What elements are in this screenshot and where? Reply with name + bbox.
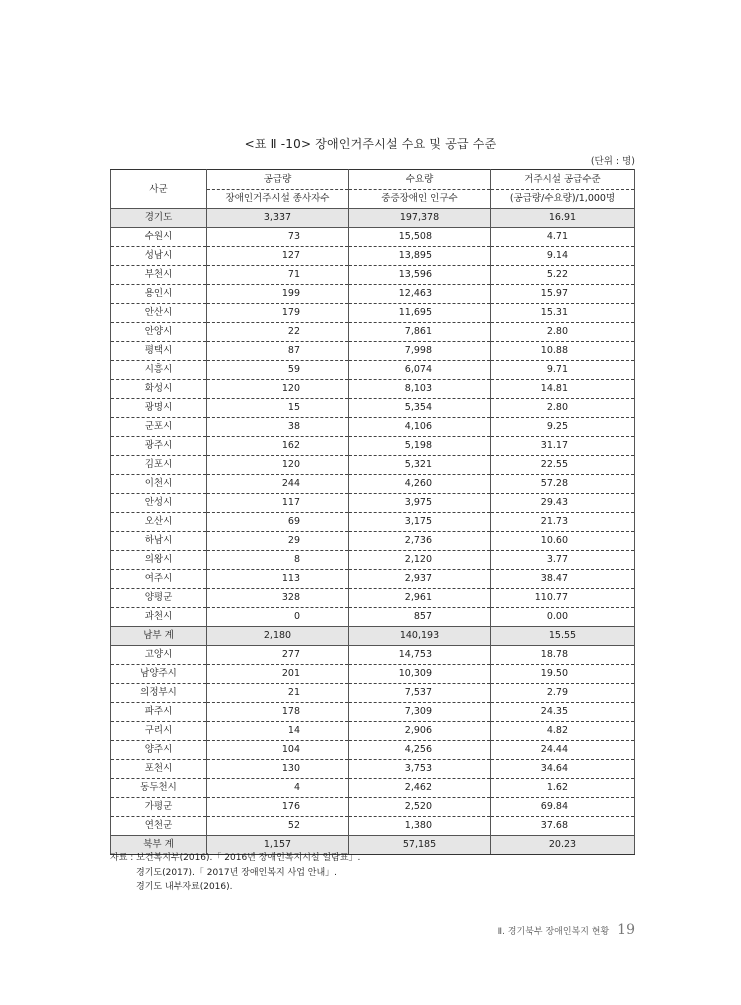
level-cell: 9.14 xyxy=(491,247,635,266)
table-row xyxy=(111,475,635,494)
supply-cell: 4 xyxy=(207,779,349,798)
demand-cell: 2,120 xyxy=(349,551,491,570)
region-cell: 광주시 xyxy=(111,437,207,456)
region-cell: 양주시 xyxy=(111,741,207,760)
region-cell: 파주시 xyxy=(111,703,207,722)
level-cell: 34.64 xyxy=(491,760,635,779)
table-row xyxy=(111,456,635,475)
table-row xyxy=(111,798,635,817)
demand-cell: 2,906 xyxy=(349,722,491,741)
table-row xyxy=(111,399,635,418)
demand-cell: 4,256 xyxy=(349,741,491,760)
table-row xyxy=(111,760,635,779)
level-cell: 38.47 xyxy=(491,570,635,589)
supply-cell: 176 xyxy=(207,798,349,817)
region-cell: 김포시 xyxy=(111,456,207,475)
demand-cell: 197,378 xyxy=(349,209,491,228)
demand-cell: 7,861 xyxy=(349,323,491,342)
region-cell: 북부 계 xyxy=(111,836,207,855)
table-row xyxy=(111,589,635,608)
demand-cell: 57,185 xyxy=(349,836,491,855)
supply-cell: 179 xyxy=(207,304,349,323)
supply-cell: 59 xyxy=(207,361,349,380)
table-row xyxy=(111,266,635,285)
supply-cell: 162 xyxy=(207,437,349,456)
table-row xyxy=(111,551,635,570)
level-cell: 22.55 xyxy=(491,456,635,475)
table-row xyxy=(111,646,635,665)
table-row xyxy=(111,684,635,703)
region-cell: 화성시 xyxy=(111,380,207,399)
demand-cell: 7,537 xyxy=(349,684,491,703)
level-cell: 20.23 xyxy=(491,836,635,855)
table-row xyxy=(111,437,635,456)
region-cell: 여주시 xyxy=(111,570,207,589)
region-cell: 오산시 xyxy=(111,513,207,532)
region-cell: 성남시 xyxy=(111,247,207,266)
table-row xyxy=(111,665,635,684)
level-cell: 10.88 xyxy=(491,342,635,361)
table-row xyxy=(111,228,635,247)
demand-cell: 857 xyxy=(349,608,491,627)
region-cell: 의정부시 xyxy=(111,684,207,703)
region-cell: 동두천시 xyxy=(111,779,207,798)
supply-cell: 1,157 xyxy=(207,836,349,855)
table-row xyxy=(111,285,635,304)
level-cell: 5.22 xyxy=(491,266,635,285)
region-cell: 평택시 xyxy=(111,342,207,361)
demand-cell: 4,260 xyxy=(349,475,491,494)
supply-cell: 71 xyxy=(207,266,349,285)
region-cell: 남부 계 xyxy=(111,627,207,646)
level-cell: 2.79 xyxy=(491,684,635,703)
region-cell: 경기도 xyxy=(111,209,207,228)
demand-cell: 2,736 xyxy=(349,532,491,551)
region-cell: 안양시 xyxy=(111,323,207,342)
supply-cell: 113 xyxy=(207,570,349,589)
region-cell: 남양주시 xyxy=(111,665,207,684)
table-row xyxy=(111,342,635,361)
demand-cell: 1,380 xyxy=(349,817,491,836)
source-note: 경기도(2017).「 2017년 장애인복지 사업 안내」. xyxy=(136,867,338,878)
supply-cell: 52 xyxy=(207,817,349,836)
demand-cell: 13,895 xyxy=(349,247,491,266)
level-cell: 110.77 xyxy=(491,589,635,608)
table-row xyxy=(111,779,635,798)
demand-cell: 140,193 xyxy=(349,627,491,646)
header-region: 사군 xyxy=(111,170,207,209)
demand-cell: 12,463 xyxy=(349,285,491,304)
region-cell: 포천시 xyxy=(111,760,207,779)
supply-cell: 328 xyxy=(207,589,349,608)
supply-cell: 201 xyxy=(207,665,349,684)
source-note: 경기도 내부자료(2016). xyxy=(136,882,233,892)
table-row xyxy=(111,247,635,266)
supply-cell: 117 xyxy=(207,494,349,513)
demand-cell: 2,961 xyxy=(349,589,491,608)
table-row xyxy=(111,513,635,532)
supply-cell: 199 xyxy=(207,285,349,304)
demand-cell: 5,321 xyxy=(349,456,491,475)
supply-cell: 29 xyxy=(207,532,349,551)
table-row xyxy=(111,570,635,589)
demand-cell: 8,103 xyxy=(349,380,491,399)
demand-cell: 15,508 xyxy=(349,228,491,247)
header-supply-sub: 장애인거주시설 종사자수 xyxy=(207,190,349,209)
level-cell: 4.71 xyxy=(491,228,635,247)
table-row xyxy=(111,323,635,342)
header-demand: 수요량 xyxy=(349,170,491,190)
level-cell: 0.00 xyxy=(491,608,635,627)
demand-cell: 5,354 xyxy=(349,399,491,418)
supply-cell: 8 xyxy=(207,551,349,570)
level-cell: 14.81 xyxy=(491,380,635,399)
table-row xyxy=(111,703,635,722)
supply-cell: 130 xyxy=(207,760,349,779)
source-note: 자료 : 보건복지부(2016).「 2016년 장애인복지시설 일람표」. xyxy=(110,853,361,863)
supply-cell: 87 xyxy=(207,342,349,361)
page-number: 19 xyxy=(617,922,635,938)
level-cell: 9.71 xyxy=(491,361,635,380)
source-notes xyxy=(110,851,360,895)
level-cell: 16.91 xyxy=(491,209,635,228)
region-cell: 의왕시 xyxy=(111,551,207,570)
supply-cell: 69 xyxy=(207,513,349,532)
supply-cell: 244 xyxy=(207,475,349,494)
region-cell: 수원시 xyxy=(111,228,207,247)
demand-cell: 7,998 xyxy=(349,342,491,361)
supply-cell: 15 xyxy=(207,399,349,418)
supply-cell: 120 xyxy=(207,456,349,475)
region-cell: 구리시 xyxy=(111,722,207,741)
level-cell: 69.84 xyxy=(491,798,635,817)
region-cell: 양평군 xyxy=(111,589,207,608)
supply-cell: 178 xyxy=(207,703,349,722)
table-row xyxy=(111,722,635,741)
region-cell: 이천시 xyxy=(111,475,207,494)
level-cell: 18.78 xyxy=(491,646,635,665)
level-cell: 3.77 xyxy=(491,551,635,570)
demand-cell: 2,462 xyxy=(349,779,491,798)
level-cell: 31.17 xyxy=(491,437,635,456)
demand-cell: 14,753 xyxy=(349,646,491,665)
level-cell: 10.60 xyxy=(491,532,635,551)
level-cell: 24.44 xyxy=(491,741,635,760)
supply-cell: 277 xyxy=(207,646,349,665)
page-footer xyxy=(498,922,635,938)
level-cell: 57.28 xyxy=(491,475,635,494)
footer-section-title: Ⅱ. 경기북부 장애인복지 현황 xyxy=(497,927,610,937)
level-cell: 24.35 xyxy=(491,703,635,722)
table-row xyxy=(111,817,635,836)
table-row xyxy=(111,304,635,323)
region-cell: 과천시 xyxy=(111,608,207,627)
demand-cell: 3,975 xyxy=(349,494,491,513)
demand-cell: 11,695 xyxy=(349,304,491,323)
region-cell: 가평군 xyxy=(111,798,207,817)
supply-cell: 120 xyxy=(207,380,349,399)
supply-cell: 21 xyxy=(207,684,349,703)
table-title: <표 Ⅱ -10> 장애인거주시설 수요 및 공급 수준 xyxy=(244,137,497,151)
unit-label: (단위 : 명) xyxy=(590,156,635,167)
header-demand-sub: 중증장애인 인구수 xyxy=(349,190,491,209)
level-cell: 15.55 xyxy=(491,627,635,646)
region-cell: 시흥시 xyxy=(111,361,207,380)
table-row xyxy=(111,532,635,551)
supply-cell: 2,180 xyxy=(207,627,349,646)
demand-cell: 7,309 xyxy=(349,703,491,722)
level-cell: 1.62 xyxy=(491,779,635,798)
supply-cell: 0 xyxy=(207,608,349,627)
demand-cell: 2,520 xyxy=(349,798,491,817)
supply-cell: 73 xyxy=(207,228,349,247)
table-row xyxy=(111,494,635,513)
region-cell: 광명시 xyxy=(111,399,207,418)
table-row-subtotal xyxy=(111,209,635,228)
region-cell: 하남시 xyxy=(111,532,207,551)
level-cell: 4.82 xyxy=(491,722,635,741)
region-cell: 안산시 xyxy=(111,304,207,323)
table-row xyxy=(111,361,635,380)
header-supply: 공급량 xyxy=(207,170,349,190)
table-row-subtotal xyxy=(111,627,635,646)
region-cell: 고양시 xyxy=(111,646,207,665)
demand-cell: 3,175 xyxy=(349,513,491,532)
level-cell: 2.80 xyxy=(491,323,635,342)
level-cell: 9.25 xyxy=(491,418,635,437)
table-row xyxy=(111,608,635,627)
demand-cell: 6,074 xyxy=(349,361,491,380)
level-cell: 15.97 xyxy=(491,285,635,304)
demand-cell: 10,309 xyxy=(349,665,491,684)
supply-cell: 38 xyxy=(207,418,349,437)
header-level-sub: (공급량/수요량)/1,000명 xyxy=(491,190,635,209)
region-cell: 군포시 xyxy=(111,418,207,437)
supply-cell: 127 xyxy=(207,247,349,266)
table-row xyxy=(111,741,635,760)
region-cell: 연천군 xyxy=(111,817,207,836)
level-cell: 29.43 xyxy=(491,494,635,513)
region-cell: 부천시 xyxy=(111,266,207,285)
level-cell: 15.31 xyxy=(491,304,635,323)
supply-demand-table xyxy=(110,169,635,855)
supply-cell: 14 xyxy=(207,722,349,741)
demand-cell: 4,106 xyxy=(349,418,491,437)
demand-cell: 2,937 xyxy=(349,570,491,589)
level-cell: 21.73 xyxy=(491,513,635,532)
supply-cell: 104 xyxy=(207,741,349,760)
supply-cell: 3,337 xyxy=(207,209,349,228)
level-cell: 2.80 xyxy=(491,399,635,418)
table-row xyxy=(111,418,635,437)
demand-cell: 5,198 xyxy=(349,437,491,456)
region-cell: 용인시 xyxy=(111,285,207,304)
table-row xyxy=(111,380,635,399)
region-cell: 안성시 xyxy=(111,494,207,513)
supply-cell: 22 xyxy=(207,323,349,342)
table-body xyxy=(111,209,635,855)
demand-cell: 13,596 xyxy=(349,266,491,285)
header-level: 거주시설 공급수준 xyxy=(491,170,635,190)
level-cell: 19.50 xyxy=(491,665,635,684)
level-cell: 37.68 xyxy=(491,817,635,836)
demand-cell: 3,753 xyxy=(349,760,491,779)
